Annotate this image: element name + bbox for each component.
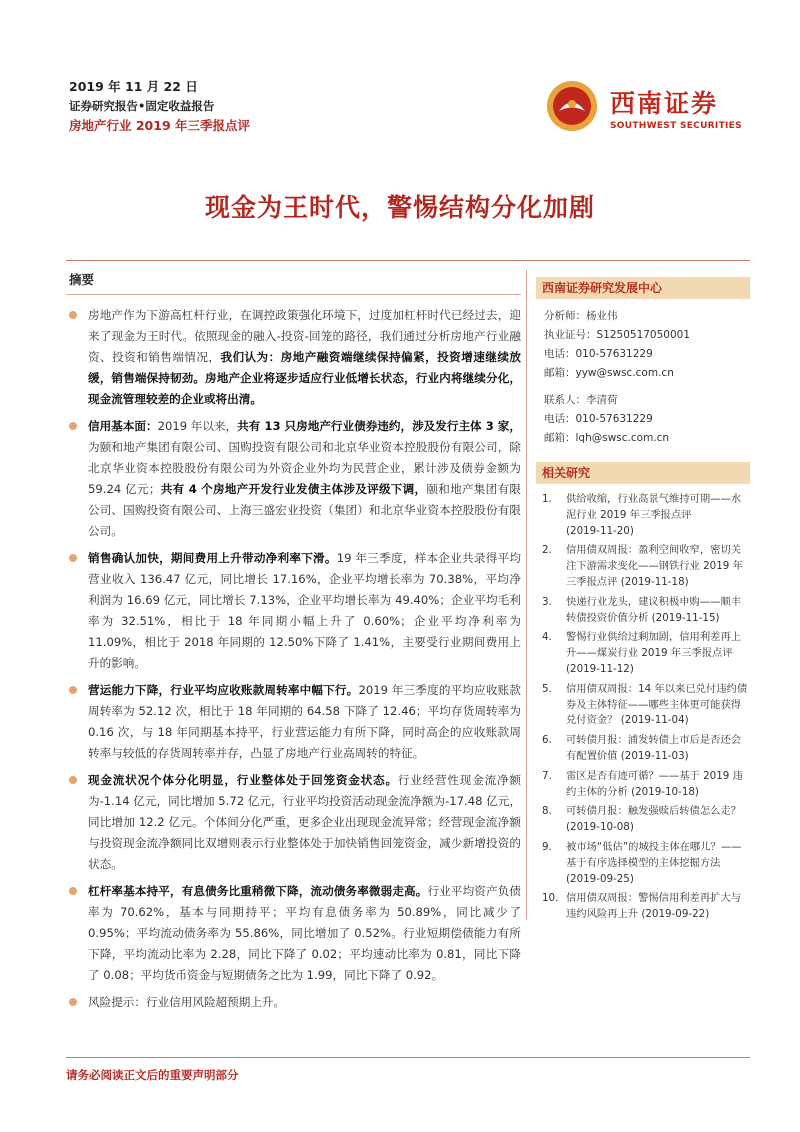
summary-text: 19 年三季度，样本企业共录得平均营业收入 136.47 亿元，同比增长 17.16%，企业平均增长率为 70.38%，平均净利润为 16.69 亿元，同比增长 7.13%，企业平均增长率为 49.40%；企业平均毛利率为 32.51%，相比于 18 年同期小幅上升了 0.60%；企业平均净利率为 11.09%，相比于 2018 年同期的 12.50%下降了 1.41%，主要受行业期间费用上升的影响。 (88, 551, 521, 670)
summary-text: 风险提示：行业信用风险超预期上升。 (88, 995, 286, 1009)
research-center-header: 西南证券研究发展中心 (536, 277, 750, 299)
summary-paragraph (66, 680, 521, 764)
research-item-number: 5. (542, 682, 552, 695)
summary-text: 2019 年以来， (157, 419, 238, 433)
logo-english-name: SOUTHWEST SECURITIES (610, 121, 742, 131)
summary-paragraph (66, 770, 521, 875)
summary-highlight: 销售确认加快，期间费用上升带动净利率下滑。 (88, 551, 337, 565)
research-item-number: 10. (542, 892, 559, 905)
related-research-header: 相关研究 (536, 462, 750, 484)
southwest-logo-icon (546, 80, 598, 132)
summary-highlight: 营运能力下降，行业平均应收账款周转率中幅下行。 (88, 683, 359, 697)
analyst-email[interactable]: 邮箱：yyw@swsc.com.cn (544, 367, 674, 379)
bullet-icon (69, 311, 77, 319)
report-type: 证券研究报告•固定收益报告 (69, 99, 215, 113)
related-research-list (536, 492, 750, 923)
related-research-item[interactable] (536, 492, 750, 539)
page-title: 现金为王时代，警惕结构分化加剧 (204, 193, 595, 222)
bullet-icon (69, 422, 77, 430)
summary-text: 房地产作为下游高杠杆行业，在调控政策强化环境下，过度加杠杆时代已经过去，迎来了现金为王时代。依照现金的融入-投资-回笼的路径，我们通过分析房地产行业融资、投资和销售端情况， (88, 308, 521, 364)
bullet-icon (69, 686, 77, 694)
summary-highlight: 杠杆率基本持平，有息债务比重稍微下降，流动债务率微弱走高。 (88, 884, 428, 898)
research-item-date: (2019-11-20) (566, 524, 634, 537)
research-item-title: 供给收缩，行业高景气维持可期——水泥行业 2019 年三季报点评 (566, 493, 742, 521)
research-item-date: (2019-10-18) (631, 785, 699, 798)
research-item-title: 警惕行业供给过剩加剧，信用利差再上升——煤炭行业 2019 年三季报点评 (566, 631, 742, 660)
industry-title: 房地产行业 2019 年三季报点评 (69, 118, 250, 133)
research-item-date: (2019-11-03) (620, 749, 689, 762)
summary-highlight: 共有 4 个房地产开发行业发债主体涉及评级下调， (160, 482, 427, 496)
summary-body (66, 305, 521, 1013)
top-divider (66, 260, 750, 261)
bullet-icon (69, 554, 77, 562)
summary-highlight: 现金流状况个体分化明显，行业整体处于回笼资金状态。 (88, 773, 398, 787)
contact-block (536, 307, 750, 448)
license-number: 执业证号：S1250517050001 (544, 329, 691, 341)
summary-paragraph (66, 881, 521, 986)
bullet-icon (69, 998, 77, 1006)
summary-divider (66, 294, 521, 295)
summary-paragraph (66, 992, 521, 1013)
bullet-icon (69, 887, 77, 895)
summary-text: 颐和地产集团有限公司、国购投资有限公司、上海三盛宏业投资（集团）和北京华业资本控股股份有限公司。 (88, 482, 521, 538)
research-item-number: 1. (542, 493, 552, 505)
sidebar (536, 277, 750, 927)
summary-heading: 摘要 (69, 272, 95, 287)
related-research-item[interactable] (536, 840, 750, 887)
research-item-number: 4. (542, 631, 552, 644)
related-research-item[interactable] (536, 769, 750, 801)
summary-text: 2019 年三季度的平均应收账款周转率为 52.12 次，相比于 18 年同期的 64.58 下降了 12.46；平均存货周转率为 0.16 次，与 18 年同期基本持平，行业营运能力有所下降，同时高企的应收账款周转率与较低的存货周转率并存，凸显了房地产行业高周转的特征。 (88, 683, 521, 760)
summary-section (66, 270, 521, 1019)
research-item-number: 2. (542, 544, 552, 557)
report-header (69, 78, 250, 136)
summary-highlight: 我们认为：房地产融资端继续保持偏紧，投资增速继续放缓，销售端保持韧劲。房地产企业将逐步适应行业低增长状态，行业内将继续分化，现金流管理较差的企业或将出清。 (88, 350, 521, 406)
research-item-date: (2019-10-08) (566, 821, 634, 834)
summary-highlight: 信用基本面： (88, 419, 158, 433)
related-research-item[interactable] (536, 630, 750, 677)
summary-text: 为颐和地产集团有限公司、国购投资有限公司和北京华业资本控股股份有限公司，除北京华业资本控股股份有限公司为外资企业外均为民营企业，累计涉及债券金额为 59.24 亿元； (88, 440, 521, 496)
research-item-date: (2019-11-04) (620, 714, 689, 727)
research-item-number: 7. (542, 769, 552, 782)
related-research-item[interactable] (536, 682, 750, 729)
research-item-date: (2019-09-25) (566, 872, 634, 885)
analyst-name: 分析师：杨业伟 (544, 310, 618, 322)
research-item-title: 信用债双周报：警惕信用利差再扩大与违约风险再上升 (566, 892, 742, 921)
research-item-number: 3. (542, 595, 552, 608)
column-divider (526, 270, 527, 920)
logo-chinese-name: 西南证券 (610, 89, 719, 118)
summary-text: 行业平均资产负债率为 70.62%，基本与同期持平；平均有息债务率为 50.89%，同比减少了 0.95%；平均流动债务率为 55.86%，同比增加了 0.52%。行业短期偿债能力有所下降，平均流动比率为 2.28，同比下降了 0.02；平均速动比率为 0.81，同比下降了 0.08；平均货币资金与短期债务之比为 1.99，同比下降了 0.92。 (88, 884, 521, 982)
related-research-item[interactable] (536, 733, 750, 765)
contact-email[interactable]: 邮箱：lqh@swsc.com.cn (544, 432, 670, 444)
research-item-title: 雷区是否有迹可循？——基于 2019 违约主体的分析 (566, 769, 743, 798)
research-item-title: 可转债月报：浦发转债上市后是否还会有配置价值 (566, 734, 742, 762)
related-research-item[interactable] (536, 891, 750, 923)
research-item-number: 8. (542, 805, 552, 818)
summary-text: 行业经营性现金流净额为-1.14 亿元，同比增加 5.72 亿元，行业平均投资活动现金流净额为-17.48 亿元，同比增加 12.2 亿元。个体间分化严重，更多企业出现现金流异常；经营现金流净额与投资现金流净额同比双增则表示行业整体处于加快销售回笼资金，减少新增投资的状态。 (88, 773, 521, 871)
related-research-item[interactable] (536, 543, 750, 590)
research-item-date: (2019-11-15) (651, 611, 720, 624)
research-item-date: (2019-11-12) (566, 662, 634, 675)
summary-paragraph (66, 416, 521, 542)
research-item-date: (2019-09-22) (641, 908, 710, 921)
research-item-date: (2019-11-18) (620, 575, 689, 588)
summary-paragraph (66, 548, 521, 674)
research-item-number: 6. (542, 734, 552, 747)
research-item-number: 9. (542, 840, 552, 853)
related-research-item[interactable] (536, 595, 750, 627)
contact-phone: 电话：010-57631229 (544, 413, 653, 425)
summary-highlight: 共有 13 只房地产行业债券违约，涉及发行主体 3 家， (237, 419, 521, 433)
research-item-title: 被市场“低估”的城投主体在哪儿？——基于有序选择模型的主体挖掘方法 (566, 840, 742, 869)
related-research-item[interactable] (536, 804, 750, 836)
bottom-divider (66, 1057, 750, 1058)
disclaimer-footer: 请务必阅读正文后的重要声明部分 (66, 1068, 239, 1082)
research-item-title: 可转债月报：触发强赎后转债怎么走？ (566, 805, 742, 818)
company-logo (546, 78, 746, 138)
research-item-title: 快递行业龙头，建议积极申购——顺丰转债投资价值分析 (566, 595, 742, 624)
contact-person: 联系人：李清荷 (544, 394, 618, 406)
research-item-title: 信用债双周报：盈利空间收窄，密切关注下游需求变化——钢铁行业 2019 年三季报点评 (566, 544, 743, 588)
analyst-phone: 电话：010-57631229 (544, 348, 653, 360)
research-item-title: 信用债双周报：14 年以来已兑付违约债券及主体特征——哪些主体更可能获得兑付资金？ (566, 682, 748, 727)
report-date: 2019 年 11 月 22 日 (69, 79, 198, 94)
bullet-icon (69, 776, 77, 784)
summary-paragraph (66, 305, 521, 410)
